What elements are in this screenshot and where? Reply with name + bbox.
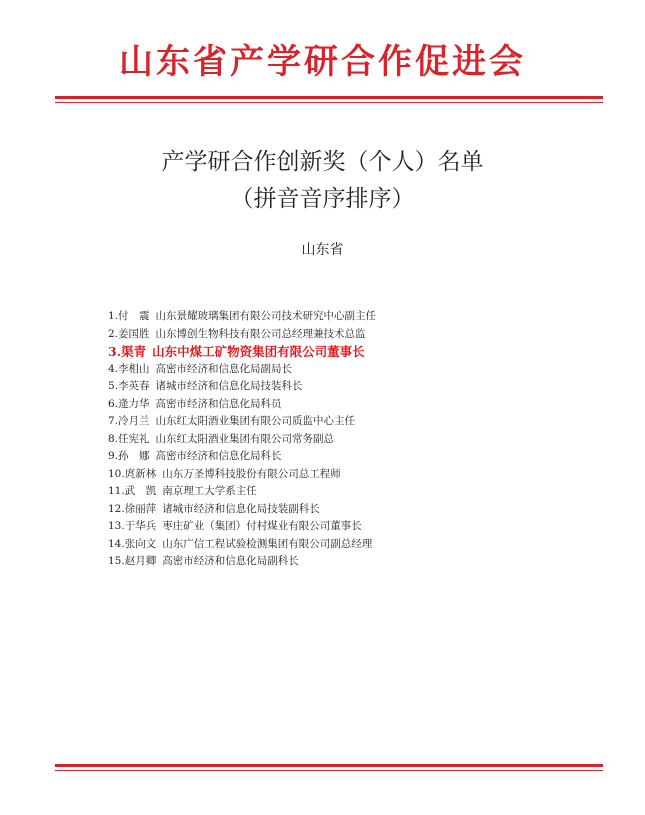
item-position: 山东红太阳酒业集团有限公司质监中心主任: [155, 415, 356, 427]
list-item: [108, 413, 376, 431]
list-item: [108, 483, 376, 501]
item-index: 11.: [108, 485, 125, 497]
list-item: [108, 448, 376, 466]
item-position: 枣庄矿业（集团）付村煤业有限公司董事长: [162, 520, 362, 532]
list-item: [108, 361, 376, 379]
header-rule-thin: [55, 102, 603, 103]
list-item: [108, 553, 376, 571]
item-index: 9.: [108, 450, 119, 462]
item-position: 山东景耀玻璃集团有限公司技术研究中心副主任: [155, 310, 377, 322]
item-position: 高密市经济和信息化局科长: [155, 450, 282, 462]
item-position: 山东中煤工矿物资集团有限公司董事长: [152, 344, 365, 359]
item-index: 13.: [108, 520, 125, 532]
item-name: 李相山: [118, 362, 150, 375]
item-index: 12.: [108, 502, 125, 515]
item-name: 任宪礼: [118, 432, 150, 445]
item-index: 1.: [108, 310, 119, 322]
item-index: 15.: [108, 555, 125, 567]
item-index: 8.: [108, 432, 119, 445]
item-name: 逄力华: [118, 397, 150, 410]
document-subtitle: （拼音音序排序）: [230, 186, 415, 212]
org-title: 山东省产学研合作促进会: [119, 42, 526, 82]
item-position: 山东万圣博科技股份有限公司总工程师: [162, 467, 341, 480]
item-name: 冷月兰: [118, 415, 150, 427]
header-rule-thick: [55, 96, 603, 99]
list-item: [108, 308, 376, 326]
item-index: 2.: [108, 327, 119, 340]
list-item: [108, 326, 376, 344]
item-position: 诸城市经济和信息化局技装副科长: [162, 502, 320, 515]
item-name: 庹新林: [124, 467, 157, 480]
item-position: 诸城市经济和信息化局技装科长: [155, 380, 303, 392]
item-position: 高密市经济和信息化局副局长: [155, 362, 293, 375]
item-index: 4.: [108, 362, 119, 375]
list-item: [108, 518, 376, 536]
item-position: 高密市经济和信息化局科员: [155, 397, 282, 410]
item-index: 3.: [108, 344, 122, 359]
list-item: [108, 466, 376, 484]
item-name: 张向文: [124, 537, 157, 550]
item-position: 南京理工大学系主任: [162, 485, 257, 497]
list-item: [108, 396, 376, 414]
document-title: 产学研合作创新奖（个人）名单: [161, 149, 484, 175]
item-position: 高密市经济和信息化局副科长: [162, 555, 299, 567]
item-index: 10.: [108, 467, 125, 480]
list-item-highlighted: [108, 343, 376, 361]
item-position: 山东红太阳酒业集团有限公司常务副总: [155, 432, 335, 445]
item-name: 武 凯: [124, 485, 157, 497]
item-position: 山东广信工程试验检测集团有限公司副总经理: [162, 537, 373, 550]
item-name: 赵月卿: [124, 555, 157, 567]
item-index: 6.: [108, 397, 119, 410]
item-name: 付 震: [118, 310, 150, 322]
item-index: 14.: [108, 537, 125, 550]
footer-rule-thick: [55, 764, 603, 767]
list-item: [108, 378, 376, 396]
region-label: 山东省: [301, 242, 344, 258]
list-item: [108, 431, 376, 449]
item-name: 李英春: [118, 380, 150, 392]
item-index: 7.: [108, 415, 119, 427]
item-position: 山东博创生物科技有限公司总经理兼技术总监: [155, 327, 366, 340]
item-name: 姜国胜: [118, 327, 150, 340]
item-name: 于华兵: [124, 520, 157, 532]
list-item: [108, 536, 376, 554]
item-name: 孙 娜: [118, 450, 150, 462]
list-item: [108, 501, 376, 519]
item-name: 徐丽萍: [124, 502, 157, 515]
awardee-list: [108, 308, 376, 571]
item-name: 渠青: [121, 344, 147, 359]
item-index: 5.: [108, 380, 119, 392]
footer-rule-thin: [55, 770, 603, 771]
